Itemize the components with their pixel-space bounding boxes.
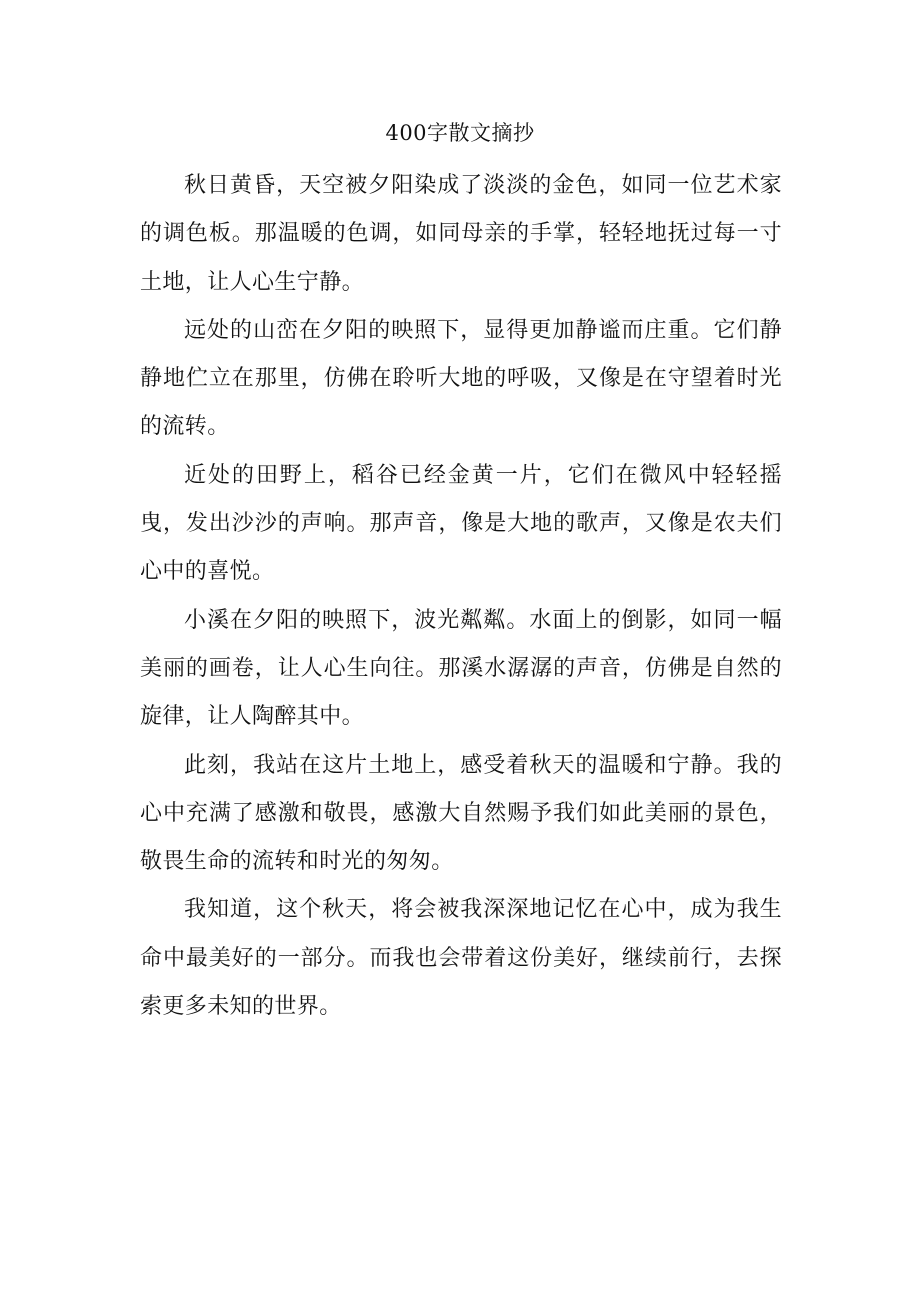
paragraph-5: 此刻，我站在这片土地上，感受着秋天的温暖和宁静。我的心中充满了感激和敬畏，感激大自然赐予我们如此美丽的景色，敬畏生命的流转和时光的匆匆。 <box>140 752 782 875</box>
document-title: 400字散文摘抄 <box>385 121 535 145</box>
paragraph-2: 远处的山峦在夕阳的映照下，显得更加静谧而庄重。它们静静地伫立在那里，仿佛在聆听大地的呼吸，又像是在守望着时光的流转。 <box>140 317 782 440</box>
paragraph-4: 小溪在夕阳的映照下，波光粼粼。水面上的倒影，如同一幅美丽的画卷，让人心生向往。那溪水潺潺的声音，仿佛是自然的旋律，让人陶醉其中。 <box>140 607 782 730</box>
paragraph-3: 近处的田野上，稻谷已经金黄一片，它们在微风中轻轻摇曳，发出沙沙的声响。那声音，像是大地的歌声，又像是农夫们心中的喜悦。 <box>140 462 782 585</box>
document-body <box>140 162 782 1031</box>
paragraph-1: 秋日黄昏，天空被夕阳染成了淡淡的金色，如同一位艺术家的调色板。那温暖的色调，如同母亲的手掌，轻轻地抚过每一寸土地，让人心生宁静。 <box>140 173 782 295</box>
paragraph-6: 我知道，这个秋天，将会被我深深地记忆在心中，成为我生命中最美好的一部分。而我也会带着这份美好，继续前行，去探索更多未知的世界。 <box>140 897 782 1020</box>
